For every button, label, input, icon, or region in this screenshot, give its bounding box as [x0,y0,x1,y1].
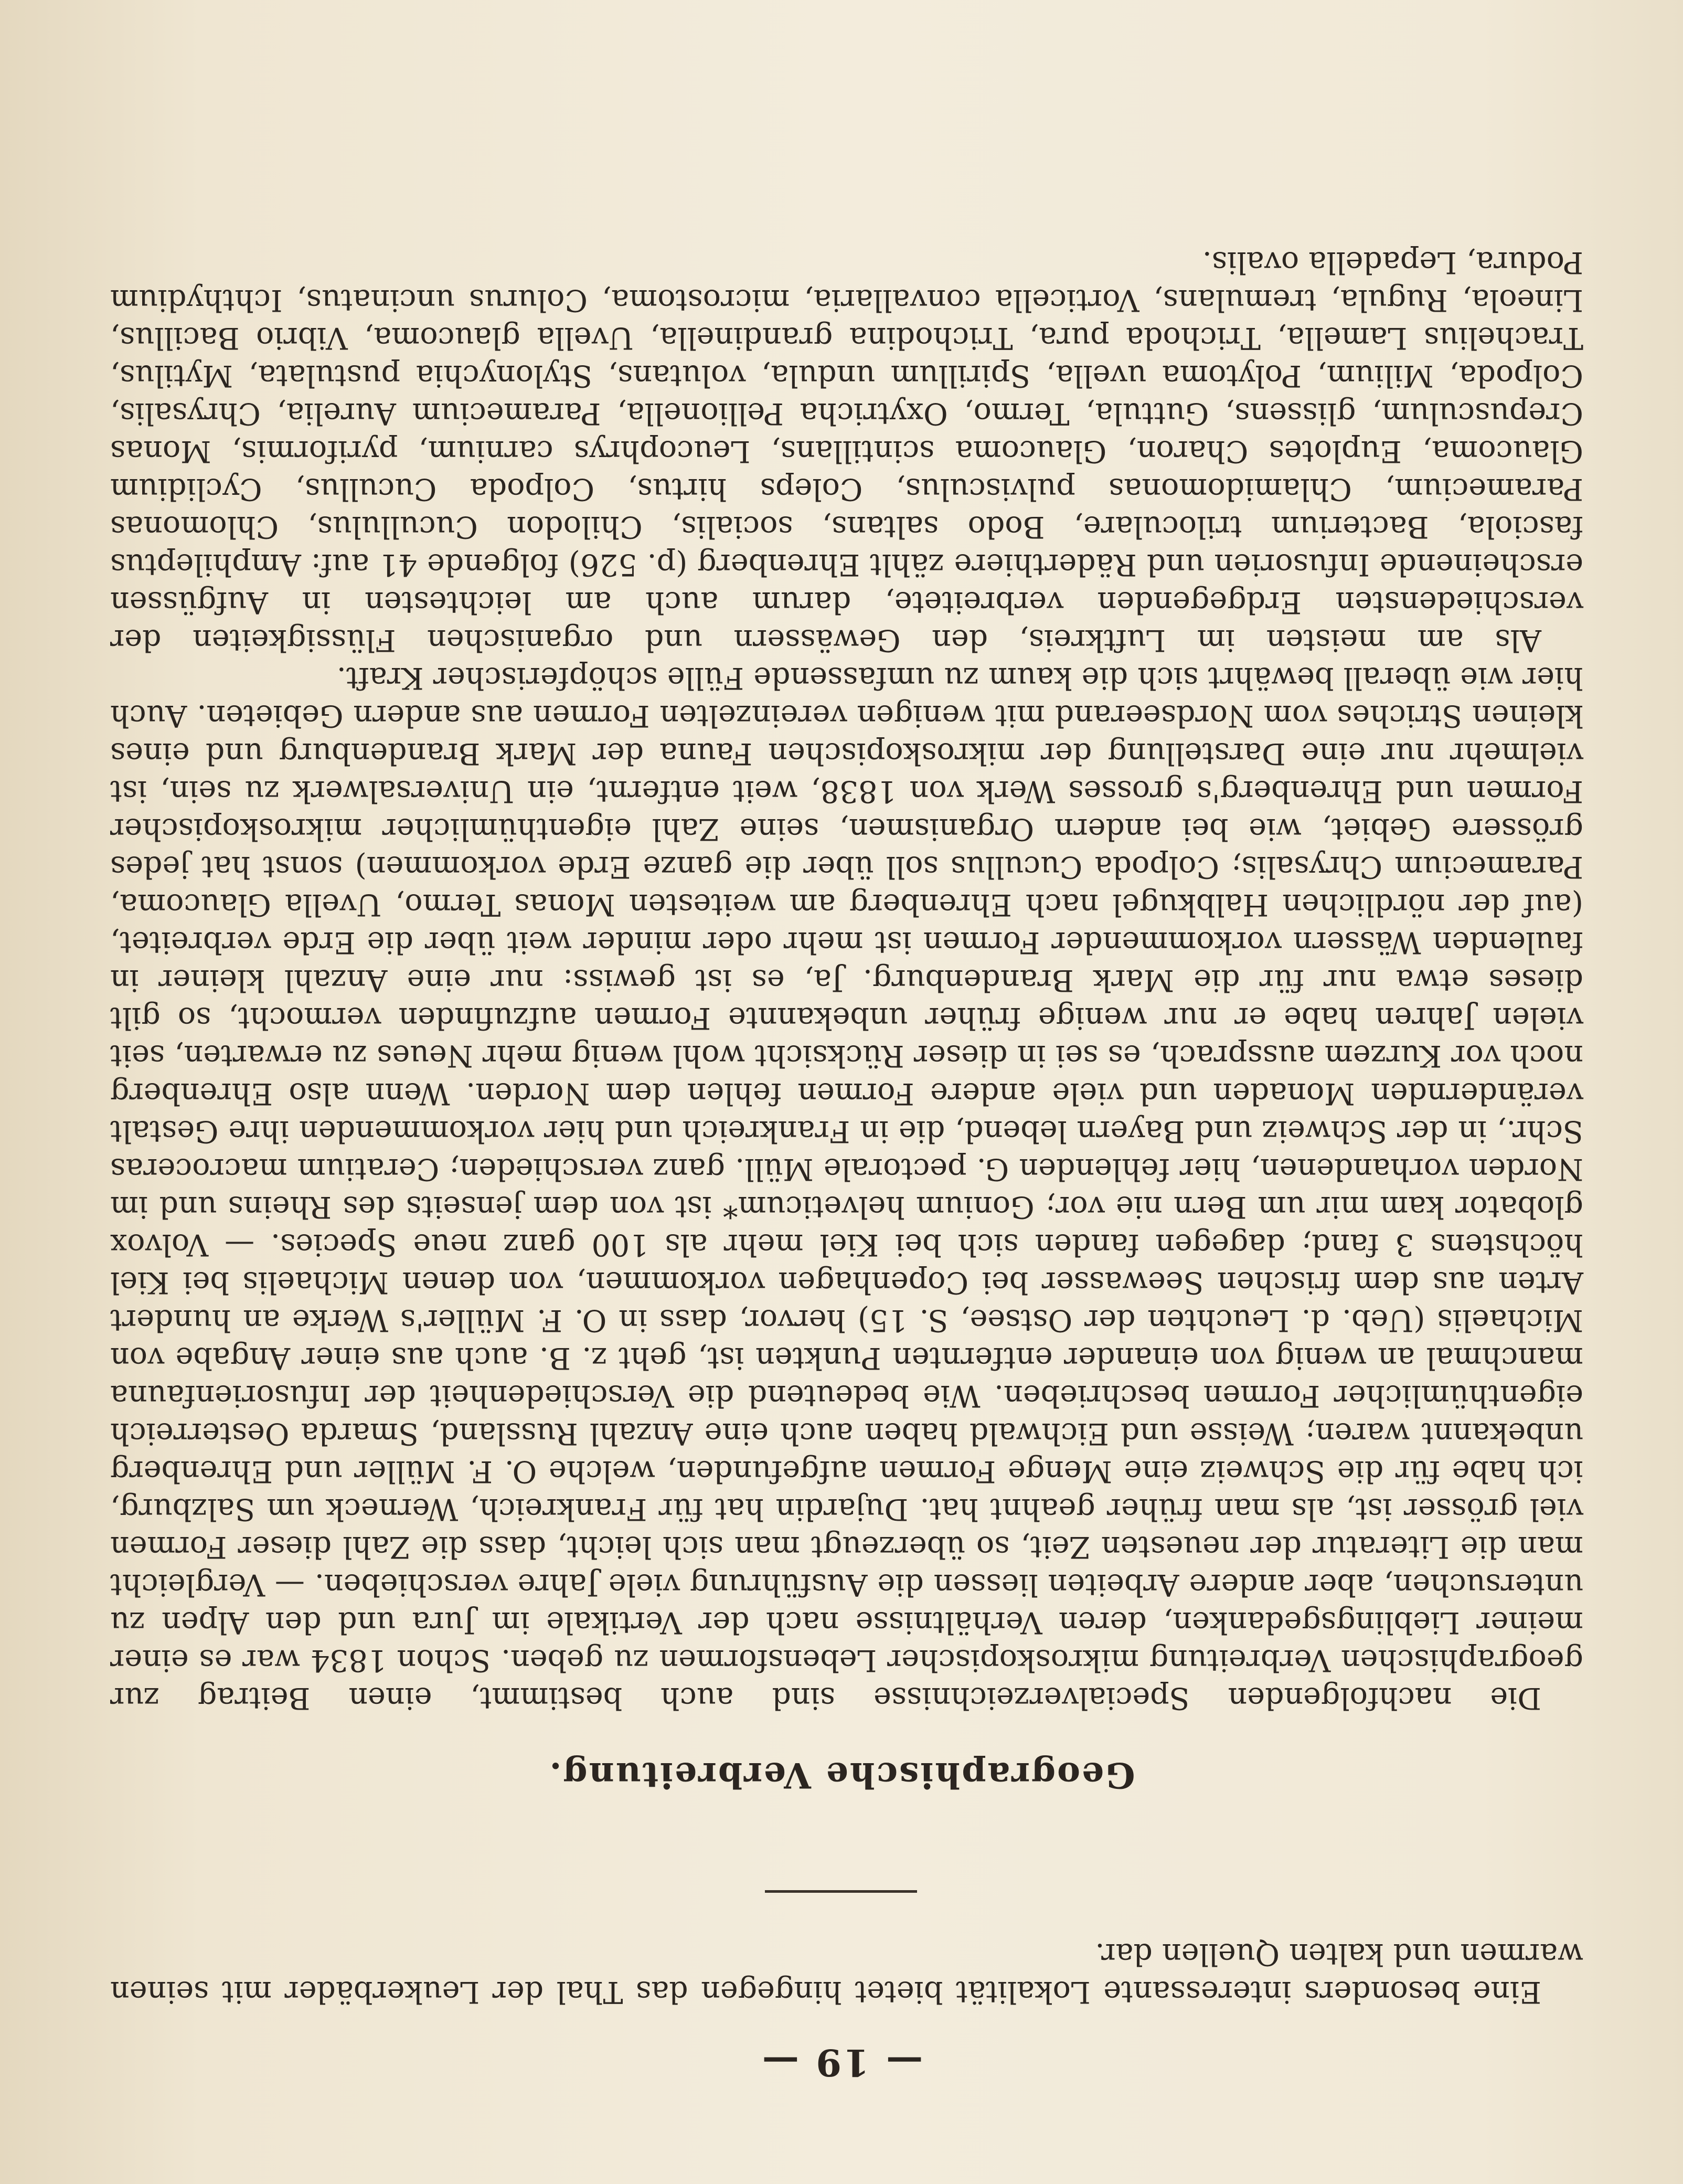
body-paragraph-2: Als am meisten im Luftkreis, den Gewässern und organischen Flüssigkeiten der verschiedensten Erdgegenden verbreitete, darum auch am leichtesten in Aufgüssen erscheinende Infusorien und Räderthiere zählt Ehrenberg (p. 526) folgende 41 auf: Amphileptus fasciola, Bacterium triloculare, Bodo saltans, socialis, Chilodon Cucullulus, Chlomonas Paramecium, Chlamidomonas pulvisculus, Coleps hirtus, Colpoda Cucullus, Cyclidium Glaucoma, Euplotes Charon, Glaucoma scintillans, Leucophrys carnium, pyriformis, Monas Crepusculum, glissens, Guttula, Termo, Oxytricha Pellionella, Paramecium Aurelia, Chrysalis, Colpoda, Milium, Polytoma uvella, Spirillum undula, volutans, Stylonychia pustulata, Mytilus, Trachelius Lamella, Trichoda pura, Trichodina grandinella, Uvella glaucoma, Vibrio Bacillus, Lineola, Rugula, tremulans, Vorticella convallaria, microstoma, Colurus uncinatus, Ichthydium Podura, Lepadella ovalis. [110,245,1583,658]
section-body [110,243,1583,1717]
intro-paragraph [110,1935,1583,2011]
intro-text: Eine besonders interessante Lokalität bietet hingegen das Thal der Leukerbäder mit seinen warmen und kalten Quellen dar. [110,1937,1583,2009]
section-heading: Geographische Verbreitung. [548,1755,1135,1796]
body-paragraph-1: Die nachfolgenden Specialverzeichnisse sind auch bestimmt, einen Beitrag zur geographischen Verbreitung mikroskopischer Lebensformen zu geben. Schon 1834 war es einer meiner Lieblingsgedanken, deren Verhältnisse nach der Vertikale im Jura und den Alpen zu untersuchen, aber andere Arbeiten liessen die Ausführung viele Jahre verschieben. — Vergleicht man die Literatur der neuesten Zeit, so überzeugt man sich leicht, dass die Zahl dieser Formen viel grösser ist, als man früher geahnt hat. Dujardin hat für Frankreich, Werneck um Salzburg, ich habe für die Schweiz eine Menge Formen aufgefunden, welche O. F. Müller und Ehrenberg unbekannt waren; Weisse und Eichwald haben auch eine Anzahl Russland, Smarda Oesterreich eigenthümlicher Formen beschrieben. Wie bedeutend die Verschiedenheit der Infusorienfauna manchmal an wenig von einander entfernten Punkten ist, geht z. B. auch aus einer Angabe von Michaelis (Ueb. d. Leuchten der Ostsee, S. 15) hervor, dass in O. F. Müller's Werke an hundert Arten aus dem frischen Seewasser bei Copenhagen vorkommen, von denen Michaelis bei Kiel höchstens 3 fand; dagegen fanden sich bei Kiel mehr als 100 ganz neue Species. — Volvox globator kam mir um Bern nie vor; Gonium helveticum* ist von dem jenseits des Rheins und im Norden vorhandenen, hier fehlenden G. pectorale Müll. ganz verschieden; Ceratium macroceras Schr., in der Schweiz und Bayern lebend, die in Frankreich und hier vorkommenden ihre Gestalt verändernden Monaden und viele andere Formen fehlen dem Norden. Wenn also Ehrenberg noch vor Kurzem aussprach, es sei in dieser Rücksicht wohl wenig mehr Neues zu erwarten, seit vielen Jahren habe er nur wenige früher unbekannte Formen aufzufinden vermocht, so gilt dieses etwa nur für die Mark Brandenburg. Ja, es ist gewiss: nur eine Anzahl kleiner in faulenden Wässern vorkommender Formen ist mehr oder minder weit über die Erde verbreitet, (auf der nördlichen Halbkugel nach Ehrenberg am weitesten Monas Termo, Uvella Glaucoma, Paramecium Chrysalis; Colpoda Cucullus soll über die ganze Erde vorkommen) sonst hat jedes grössere Gebiet, wie bei andern Organismen, seine Zahl eigenthümlicher mikroskopischer Formen und Ehrenberg's grosses Werk von 1838, weit entfernt, ein Universalwerk zu sein, ist vielmehr nur eine Darstellung der mikroskopischen Fauna der Mark Brandenburg und eines kleinen Striches vom Nordseerand mit wenigen vereinzelten Formen aus andern Gebieten. Auch hier wie überall bewährt sich die kaum zu umfassende Fülle schöpferischer Kraft. [110,661,1583,1715]
page-number: — 19 — [760,2041,923,2084]
section-divider [765,1890,917,1893]
